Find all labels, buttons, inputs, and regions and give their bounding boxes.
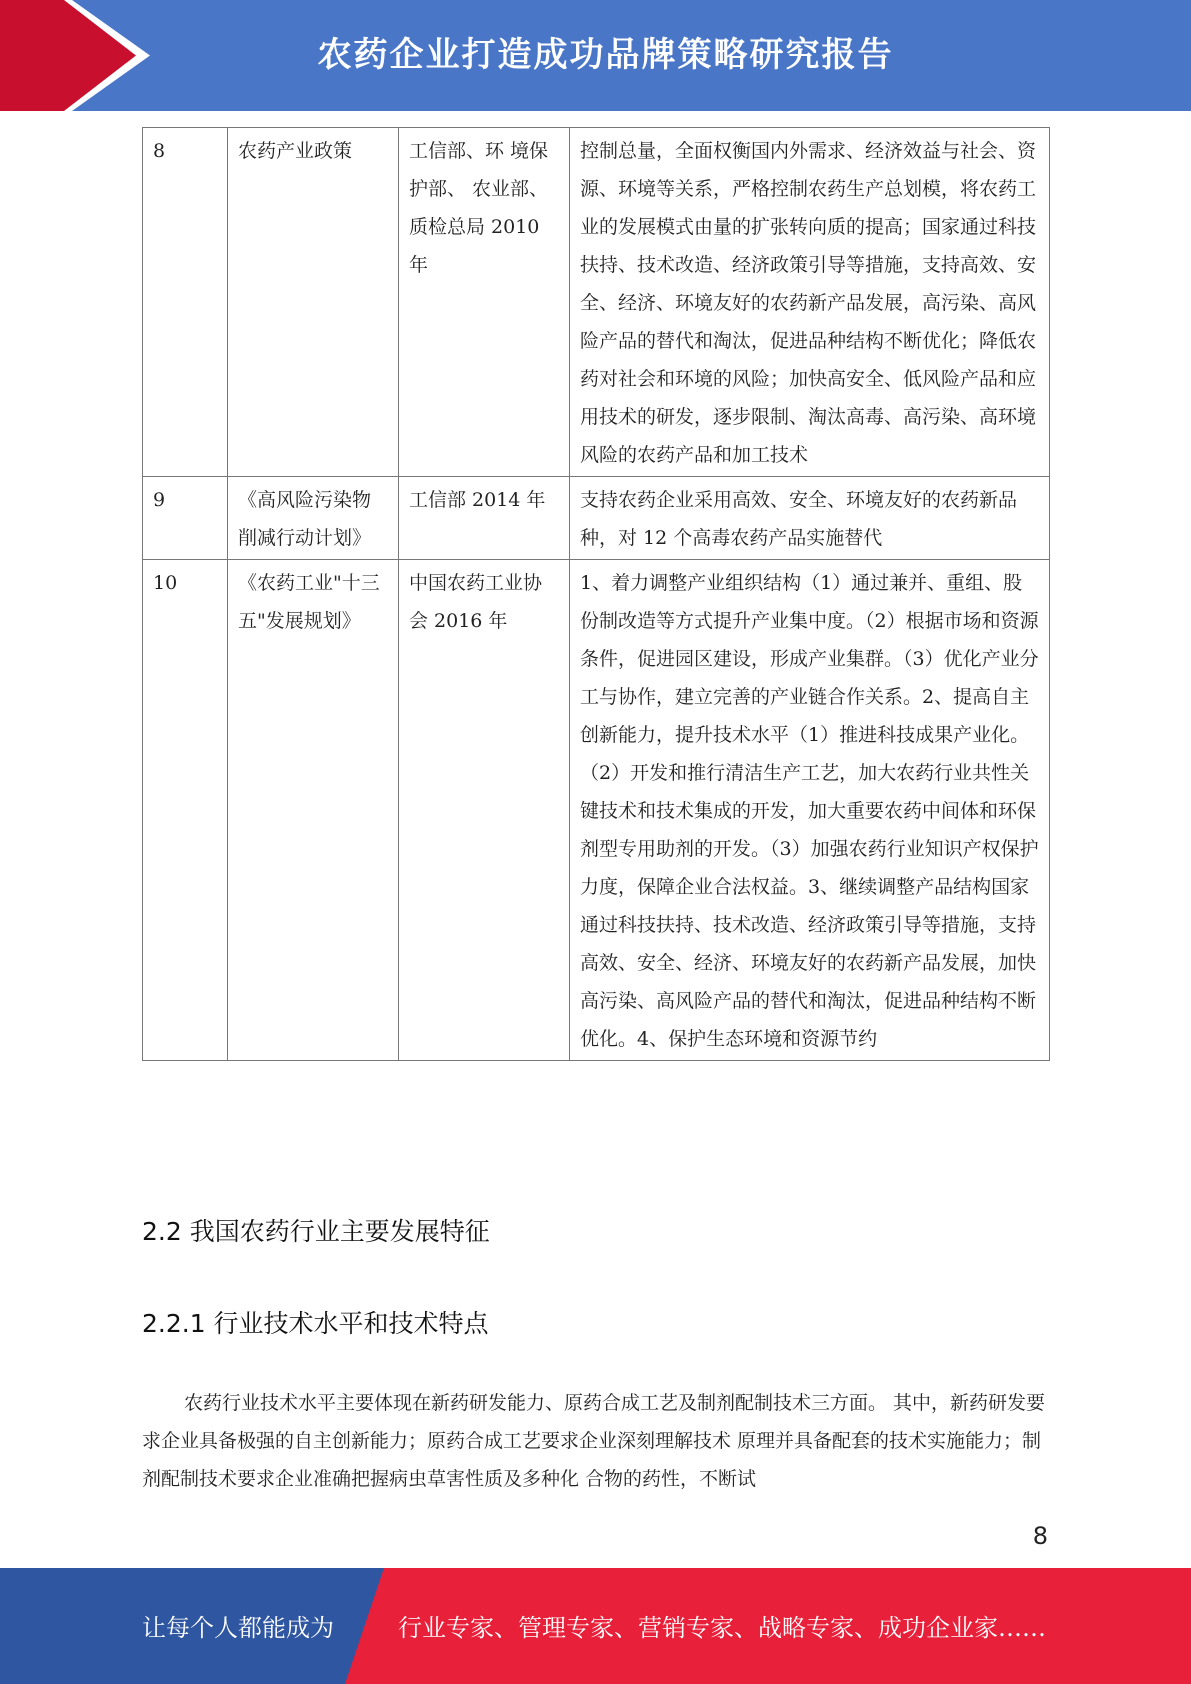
table-row bbox=[143, 560, 1050, 1061]
footer-slogan-right: 行业专家、管理专家、营销专家、战略专家、成功企业家…… bbox=[398, 1614, 1046, 1642]
policy-name: 《高风险污染物削减行动计划》 bbox=[228, 477, 399, 560]
policy-content: 1、着力调整产业组织结构（1）通过兼并、重组、股份制改造等方式提升产业集中度。（2）根据市场和资源条件，促进园区建设，形成产业集群。（3）优化产业分工与协作，建立完善的产业链合作关系。2、提高自主创新能力，提升技术水平（1）推进科技成果产业化。（2）开发和推行清洁生产工艺，加大农药行业共性关键技术和技术集成的开发，加大重要农药中间体和环保剂型专用助剂的开发。（3）加强农药行业知识产权保护力度，保障企业合法权益。3、继续调整产品结构国家通过科技扶持、技术改造、经济政策引导等措施，支持高效、安全、经济、环境友好的农药新产品发展，加快高污染、高风险产品的替代和淘汰，促进品种结构不断优化。4、保护生态环境和资源节约 bbox=[570, 560, 1050, 1061]
row-number: 10 bbox=[143, 560, 228, 1061]
section-heading: 2.2 我国农药行业主要发展特征 bbox=[142, 1217, 490, 1246]
row-number: 8 bbox=[143, 128, 228, 477]
subsection-heading: 2.2.1 行业技术水平和技术特点 bbox=[142, 1309, 489, 1338]
row-number: 9 bbox=[143, 477, 228, 560]
footer-slogan-left: 让每个人都能成为 bbox=[142, 1614, 334, 1642]
body-paragraph: 农药行业技术水平主要体现在新药研发能力、原药合成工艺及制剂配制技术三方面。 其中，新药研发要求企业具备极强的自主创新能力；原药合成工艺要求企业深刻理解技术 原理并具备配套的技术实施能力；制剂配制技术要求企业准确把握病虫草害性质及多种化 合物的药性，不断试 bbox=[142, 1392, 1046, 1490]
page-number: 8 bbox=[1032, 1522, 1048, 1550]
table-row bbox=[143, 128, 1050, 477]
issuing-organization: 工信部 2014 年 bbox=[399, 477, 570, 560]
policy-table bbox=[142, 127, 1050, 1061]
policy-name: 《农药工业"十三五"发展规划》 bbox=[228, 560, 399, 1061]
issuing-organization: 工信部、环 境保护部、 农业部、质检总局 2010 年 bbox=[399, 128, 570, 477]
policy-content: 支持农药企业采用高效、安全、环境友好的农药新品种，对 12 个高毒农药产品实施替代 bbox=[570, 477, 1050, 560]
page-header bbox=[0, 0, 1191, 111]
policy-name: 农药产业政策 bbox=[228, 128, 399, 477]
page-footer bbox=[0, 1568, 1191, 1684]
issuing-organization: 中国农药工业协会 2016 年 bbox=[399, 560, 570, 1061]
table-row bbox=[143, 477, 1050, 560]
policy-content: 控制总量，全面权衡国内外需求、经济效益与社会、资源、环境等关系，严格控制农药生产总划模，将农药工业的发展模式由量的扩张转向质的提高；国家通过科技扶持、技术改造、经济政策引导等措施，支持高效、安全、经济、环境友好的农药新产品发展，高污染、高风险产品的替代和淘汰，促进品种结构不断优化；降低农药对社会和环境的风险；加快高安全、低风险产品和应用技术的研发，逐步限制、淘汰高毒、高污染、高环境风险的农药产品和加工技术 bbox=[570, 128, 1050, 477]
report-title: 农药企业打造成功品牌策略研究报告 bbox=[317, 35, 894, 75]
